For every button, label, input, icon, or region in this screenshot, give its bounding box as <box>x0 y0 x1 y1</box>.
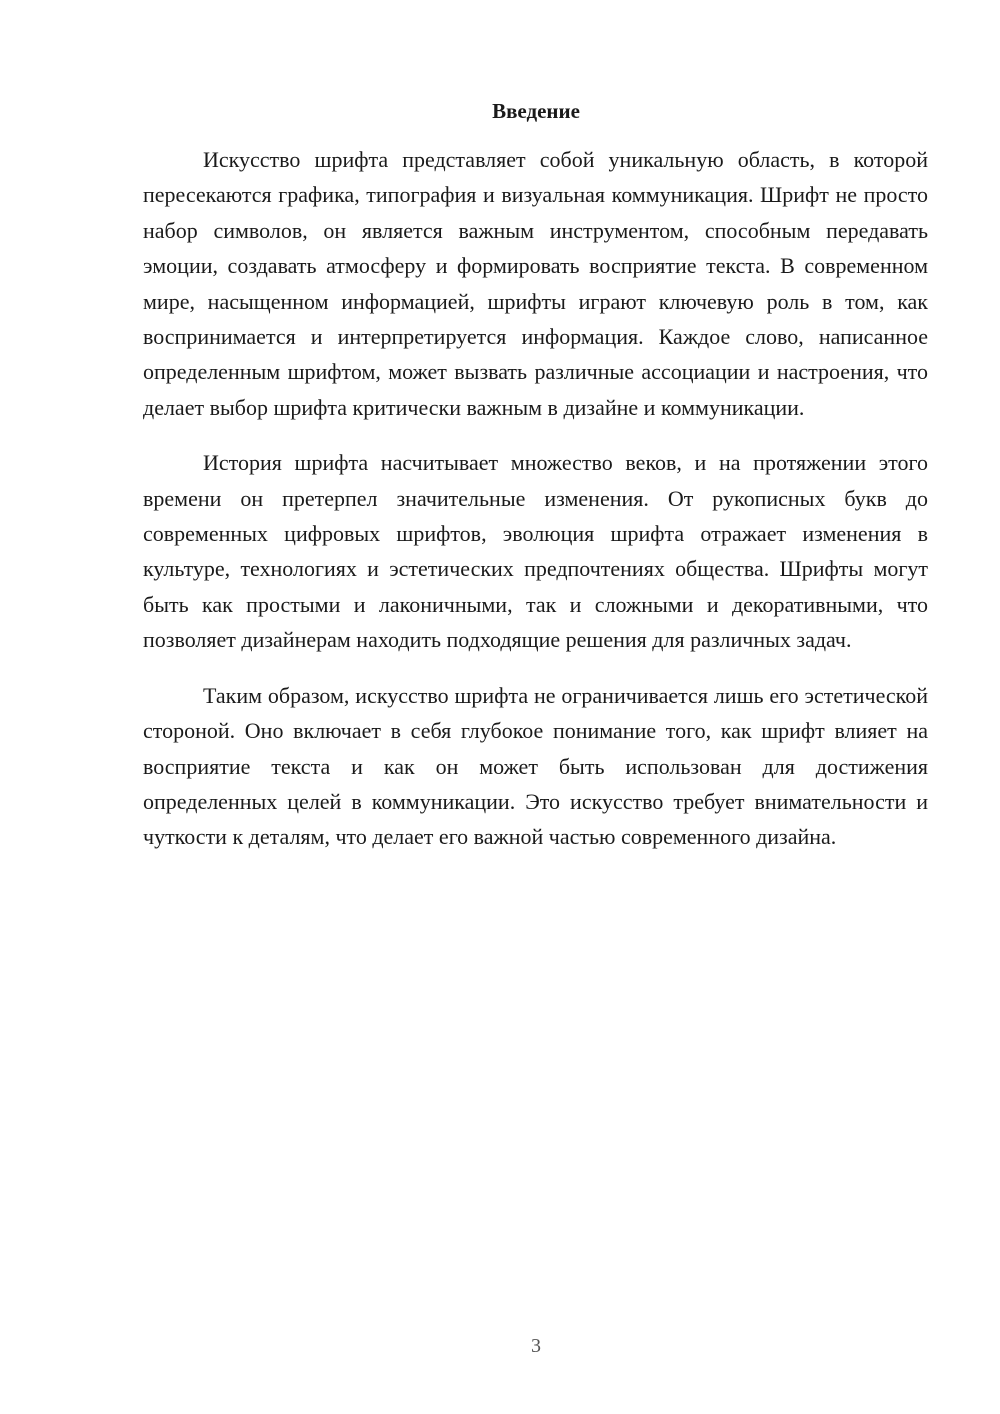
section-heading: Введение <box>492 99 580 123</box>
page-number: 3 <box>531 1335 541 1357</box>
paragraph-2: История шрифта насчитывает множество веков, и на протяжении этого времени он претерпел значительные изменения. От рукописных букв до современных цифровых шрифтов, эволюция шрифта отражает изменения в культуре, технологиях и эстетических предпочтениях общества. Шрифты могут быть как простыми и лаконичными, так и сложными и декоративными, что позволяет дизайнерам находить подходящие решения для различных задач. <box>143 450 928 653</box>
body-text <box>143 142 928 875</box>
paragraph-1: Искусство шрифта представляет собой уникальную область, в которой пересекаются графика, типография и визуальная коммуникация. Шрифт не просто набор символов, он является важным инструментом, способным передавать эмоции, создавать атмосферу и формировать восприятие текста. В современном мире, насыщенном информацией, шрифты играют ключевую роль в том, как воспринимается и интерпретируется информация. Каждое слово, написанное определенным шрифтом, может вызвать различные ассоциации и настроения, что делает выбор шрифта критически важным в дизайне и коммуникации. <box>143 147 928 420</box>
paragraph-3: Таким образом, искусство шрифта не ограничивается лишь его эстетической стороной. Оно включает в себя глубокое понимание того, как шрифт влияет на восприятие текста и как он может быть использован для достижения определенных целей в коммуникации. Это искусство требует внимательности и чуткости к деталям, что делает его важной частью современного дизайна. <box>143 682 928 850</box>
